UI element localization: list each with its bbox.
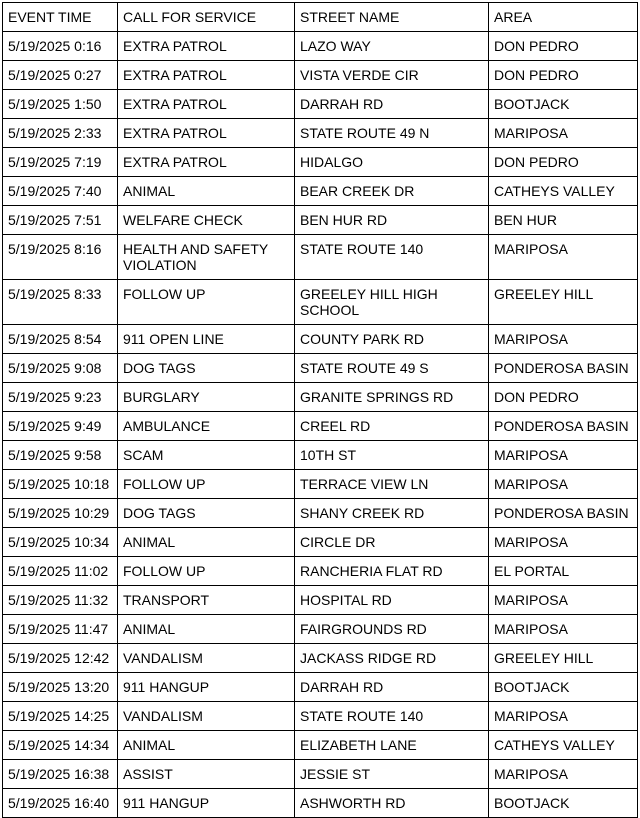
cell-event-time: 5/19/2025 1:50: [3, 90, 118, 119]
table-row: [3, 557, 638, 586]
cell-area: DON PEDRO: [489, 61, 638, 90]
table-row: [3, 119, 638, 148]
cell-call-for-service: VANDALISM: [118, 702, 295, 731]
table-row: [3, 702, 638, 731]
cell-street-name: GRANITE SPRINGS RD: [295, 383, 489, 412]
table-row: [3, 731, 638, 760]
cell-event-time: 5/19/2025 10:18: [3, 470, 118, 499]
cell-call-for-service: ANIMAL: [118, 177, 295, 206]
table-row: [3, 206, 638, 235]
cell-area: MARIPOSA: [489, 528, 638, 557]
cell-call-for-service: SCAM: [118, 441, 295, 470]
table-row: [3, 32, 638, 61]
cell-call-for-service: DOG TAGS: [118, 354, 295, 383]
cell-street-name: RANCHERIA FLAT RD: [295, 557, 489, 586]
cell-street-name: ELIZABETH LANE: [295, 731, 489, 760]
table-row: [3, 760, 638, 789]
table-row: [3, 177, 638, 206]
cell-call-for-service: AMBULANCE: [118, 412, 295, 441]
cell-call-for-service: VANDALISM: [118, 644, 295, 673]
cell-area: MARIPOSA: [489, 235, 638, 280]
cell-area: CATHEYS VALLEY: [489, 177, 638, 206]
table-row: [3, 615, 638, 644]
cell-area: DON PEDRO: [489, 148, 638, 177]
cell-area: MARIPOSA: [489, 325, 638, 354]
cell-area: DON PEDRO: [489, 32, 638, 61]
cell-street-name: CREEL RD: [295, 412, 489, 441]
cell-event-time: 5/19/2025 11:02: [3, 557, 118, 586]
cell-event-time: 5/19/2025 9:23: [3, 383, 118, 412]
cell-street-name: STATE ROUTE 140: [295, 235, 489, 280]
cell-call-for-service: DOG TAGS: [118, 499, 295, 528]
table-row: [3, 61, 638, 90]
cell-event-time: 5/19/2025 14:34: [3, 731, 118, 760]
cell-call-for-service: HEALTH AND SAFETY VIOLATION: [118, 235, 295, 280]
cell-area: MARIPOSA: [489, 586, 638, 615]
table-row: [3, 90, 638, 119]
cell-event-time: 5/19/2025 7:40: [3, 177, 118, 206]
cell-event-time: 5/19/2025 16:40: [3, 789, 118, 818]
table-row: [3, 280, 638, 325]
header-area: AREA: [489, 3, 638, 32]
cell-call-for-service: EXTRA PATROL: [118, 61, 295, 90]
cell-street-name: SHANY CREEK RD: [295, 499, 489, 528]
cell-area: MARIPOSA: [489, 470, 638, 499]
cell-street-name: BEN HUR RD: [295, 206, 489, 235]
cell-event-time: 5/19/2025 9:49: [3, 412, 118, 441]
cell-street-name: HIDALGO: [295, 148, 489, 177]
call-log-table: [2, 2, 638, 818]
cell-street-name: STATE ROUTE 49 S: [295, 354, 489, 383]
cell-call-for-service: EXTRA PATROL: [118, 32, 295, 61]
cell-event-time: 5/19/2025 9:58: [3, 441, 118, 470]
table-row: [3, 644, 638, 673]
cell-call-for-service: ANIMAL: [118, 731, 295, 760]
header-row: [3, 3, 638, 32]
cell-event-time: 5/19/2025 11:32: [3, 586, 118, 615]
cell-street-name: 10TH ST: [295, 441, 489, 470]
cell-street-name: BEAR CREEK DR: [295, 177, 489, 206]
cell-area: MARIPOSA: [489, 615, 638, 644]
cell-street-name: DARRAH RD: [295, 90, 489, 119]
cell-event-time: 5/19/2025 10:29: [3, 499, 118, 528]
table-row: [3, 528, 638, 557]
cell-area: EL PORTAL: [489, 557, 638, 586]
cell-call-for-service: ASSIST: [118, 760, 295, 789]
table-body: [3, 32, 638, 818]
cell-call-for-service: WELFARE CHECK: [118, 206, 295, 235]
cell-call-for-service: ANIMAL: [118, 528, 295, 557]
cell-event-time: 5/19/2025 0:27: [3, 61, 118, 90]
cell-event-time: 5/19/2025 8:16: [3, 235, 118, 280]
table-row: [3, 470, 638, 499]
cell-call-for-service: EXTRA PATROL: [118, 148, 295, 177]
table-row: [3, 354, 638, 383]
table-row: [3, 412, 638, 441]
cell-call-for-service: BURGLARY: [118, 383, 295, 412]
cell-area: PONDEROSA BASIN: [489, 412, 638, 441]
cell-street-name: LAZO WAY: [295, 32, 489, 61]
cell-event-time: 5/19/2025 16:38: [3, 760, 118, 789]
cell-area: MARIPOSA: [489, 119, 638, 148]
cell-call-for-service: EXTRA PATROL: [118, 90, 295, 119]
table-row: [3, 586, 638, 615]
table-row: [3, 383, 638, 412]
cell-street-name: CIRCLE DR: [295, 528, 489, 557]
cell-street-name: GREELEY HILL HIGH SCHOOL: [295, 280, 489, 325]
cell-event-time: 5/19/2025 7:51: [3, 206, 118, 235]
cell-call-for-service: 911 HANGUP: [118, 789, 295, 818]
cell-area: BOOTJACK: [489, 789, 638, 818]
cell-event-time: 5/19/2025 0:16: [3, 32, 118, 61]
table-row: [3, 499, 638, 528]
table-header: [3, 3, 638, 32]
cell-area: PONDEROSA BASIN: [489, 354, 638, 383]
cell-call-for-service: FOLLOW UP: [118, 280, 295, 325]
cell-area: MARIPOSA: [489, 702, 638, 731]
table-row: [3, 235, 638, 280]
cell-call-for-service: 911 HANGUP: [118, 673, 295, 702]
cell-street-name: JESSIE ST: [295, 760, 489, 789]
cell-area: MARIPOSA: [489, 441, 638, 470]
cell-street-name: ASHWORTH RD: [295, 789, 489, 818]
header-call-for-service: CALL FOR SERVICE: [118, 3, 295, 32]
cell-area: CATHEYS VALLEY: [489, 731, 638, 760]
cell-call-for-service: EXTRA PATROL: [118, 119, 295, 148]
cell-street-name: STATE ROUTE 49 N: [295, 119, 489, 148]
cell-call-for-service: TRANSPORT: [118, 586, 295, 615]
cell-event-time: 5/19/2025 9:08: [3, 354, 118, 383]
table-row: [3, 148, 638, 177]
cell-street-name: HOSPITAL RD: [295, 586, 489, 615]
cell-event-time: 5/19/2025 13:20: [3, 673, 118, 702]
cell-area: BEN HUR: [489, 206, 638, 235]
cell-event-time: 5/19/2025 8:33: [3, 280, 118, 325]
table-row: [3, 441, 638, 470]
cell-call-for-service: ANIMAL: [118, 615, 295, 644]
cell-event-time: 5/19/2025 8:54: [3, 325, 118, 354]
cell-call-for-service: FOLLOW UP: [118, 470, 295, 499]
cell-area: BOOTJACK: [489, 90, 638, 119]
cell-area: MARIPOSA: [489, 760, 638, 789]
cell-event-time: 5/19/2025 11:47: [3, 615, 118, 644]
cell-area: BOOTJACK: [489, 673, 638, 702]
cell-area: GREELEY HILL: [489, 644, 638, 673]
cell-street-name: STATE ROUTE 140: [295, 702, 489, 731]
cell-area: GREELEY HILL: [489, 280, 638, 325]
header-event-time: EVENT TIME: [3, 3, 118, 32]
table-row: [3, 789, 638, 818]
cell-street-name: VISTA VERDE CIR: [295, 61, 489, 90]
cell-event-time: 5/19/2025 14:25: [3, 702, 118, 731]
cell-event-time: 5/19/2025 10:34: [3, 528, 118, 557]
cell-event-time: 5/19/2025 2:33: [3, 119, 118, 148]
table-row: [3, 673, 638, 702]
cell-call-for-service: FOLLOW UP: [118, 557, 295, 586]
cell-street-name: COUNTY PARK RD: [295, 325, 489, 354]
cell-event-time: 5/19/2025 7:19: [3, 148, 118, 177]
cell-street-name: FAIRGROUNDS RD: [295, 615, 489, 644]
cell-street-name: TERRACE VIEW LN: [295, 470, 489, 499]
header-street-name: STREET NAME: [295, 3, 489, 32]
cell-street-name: JACKASS RIDGE RD: [295, 644, 489, 673]
cell-area: PONDEROSA BASIN: [489, 499, 638, 528]
cell-street-name: DARRAH RD: [295, 673, 489, 702]
cell-event-time: 5/19/2025 12:42: [3, 644, 118, 673]
cell-call-for-service: 911 OPEN LINE: [118, 325, 295, 354]
table-row: [3, 325, 638, 354]
cell-area: DON PEDRO: [489, 383, 638, 412]
